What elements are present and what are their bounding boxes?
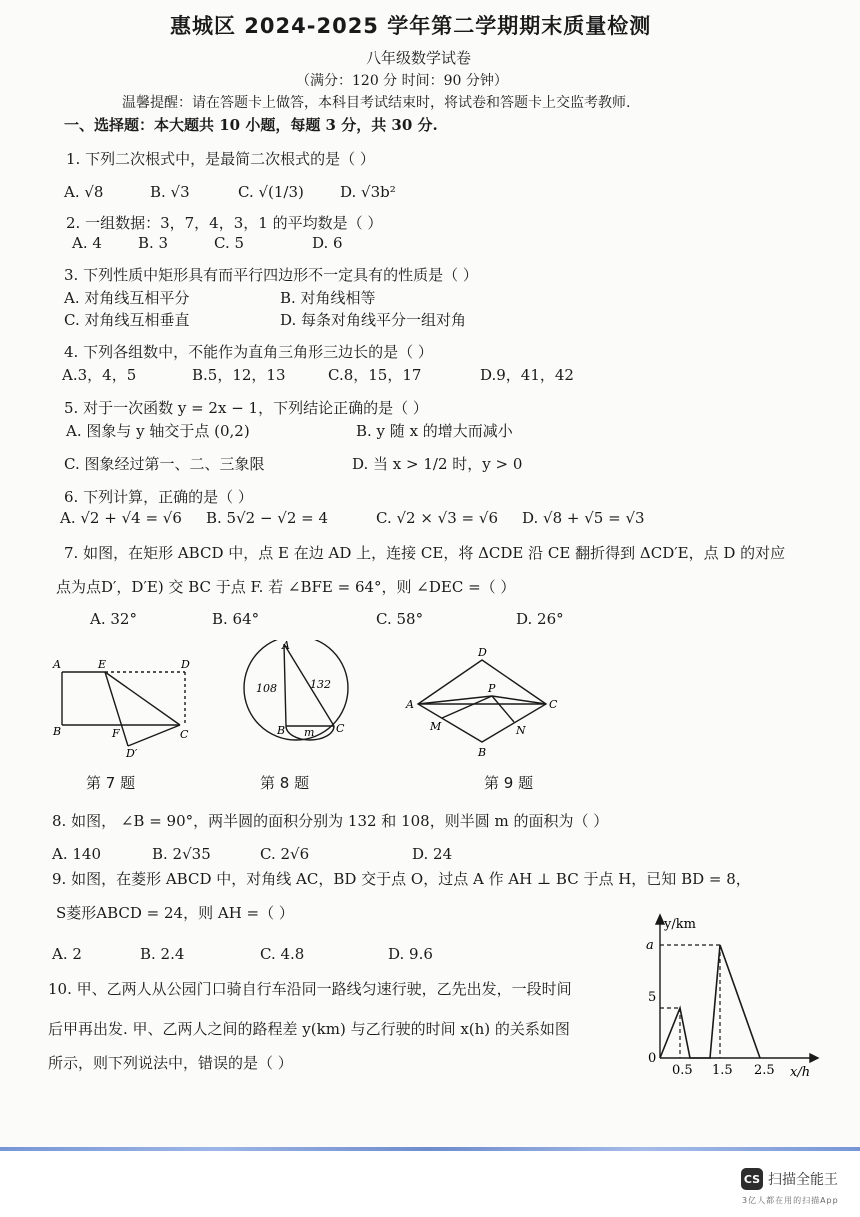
question-3-stem: 3. 下列性质中矩形具有而平行四边形不一定具有的性质是（ ） [64, 266, 478, 284]
fig7-label-c: C [180, 728, 189, 741]
q7-option-d: D. 26° [516, 610, 564, 628]
question-1-stem: 1. 下列二次根式中，是最简二次根式的是（ ） [66, 150, 375, 168]
q7-option-c: C. 58° [376, 610, 424, 628]
q9-option-c: C. 4.8 [260, 945, 305, 963]
question-9-stem-line2: S菱形ABCD = 24，则 AH =（ ） [56, 904, 294, 922]
q4-option-d: D.9，41，42 [480, 366, 574, 384]
graph-y-label: y/km [664, 917, 696, 932]
graph-y-tick-a: a [646, 938, 654, 953]
q6-option-c: C. √2 × √3 = √6 [376, 509, 498, 527]
figure-8-semicircles [236, 640, 376, 752]
q6-option-d: D. √8 + √5 = √3 [522, 509, 645, 527]
camscanner-brand-name: 扫描全能王 [768, 1172, 838, 1188]
fig7-label-b: B [53, 725, 62, 738]
graph-y-tick-5: 5 [648, 990, 657, 1005]
fig9-label-p: P [488, 682, 496, 695]
q1-option-a: A. √8 [64, 183, 104, 201]
scan-edge-line [0, 1147, 860, 1151]
question-10-line1: 10. 甲、乙两人从公园门口骑自行车沿同一路线匀速行驶，乙先出发，一段时间 [48, 980, 572, 998]
q9-option-d: D. 9.6 [388, 945, 433, 963]
q2-option-a: A. 4 [72, 234, 102, 252]
q2-option-b: B. 3 [138, 234, 169, 252]
question-9-stem-line1: 9. 如图，在菱形 ABCD 中，对角线 AC，BD 交于点 O，过点 A 作 AH ⊥ BC 于点 H，已知 BD = 8， [52, 870, 751, 888]
fig8-label-108: 108 [256, 682, 277, 695]
distance-time-graph [640, 912, 820, 1082]
fig9-label-m: M [430, 720, 442, 733]
section-heading: 一、选择题：本大题共 10 小题，每题 3 分，共 30 分. [64, 116, 438, 134]
q2-option-d: D. 6 [312, 234, 343, 252]
figure-9-rhombus [400, 644, 570, 762]
q5-option-a: A. 图象与 y 轴交于点 (0,2) [66, 422, 250, 440]
q5-option-b: B. y 随 x 的增大而减小 [356, 422, 513, 440]
graph-x-tick-0-5: 0.5 [672, 1063, 693, 1078]
figure-7-caption: 第 7 题 [86, 774, 136, 792]
fig9-label-c: C [549, 698, 558, 711]
question-5-stem: 5. 对于一次函数 y = 2x − 1，下列结论正确的是（ ） [64, 399, 428, 417]
q1-option-d: D. √3b² [340, 183, 396, 201]
q4-option-a: A.3，4，5 [62, 366, 137, 384]
q5-option-c: C. 图象经过第一、二、三象限 [64, 455, 265, 473]
q3-option-a: A. 对角线互相平分 [64, 289, 190, 307]
fig9-label-n: N [516, 724, 526, 737]
figure-7-rectangle-fold [50, 650, 210, 760]
exam-meta: （满分：120 分 时间：90 分钟） [296, 73, 508, 89]
fig8-label-m: m [304, 726, 315, 739]
q7-option-a: A. 32° [90, 610, 137, 628]
q1-option-c: C. √(1/3) [238, 183, 304, 201]
q9-option-b: B. 2.4 [140, 945, 185, 963]
q3-option-b: B. 对角线相等 [280, 289, 376, 307]
q8-option-b: B. 2√35 [152, 845, 211, 863]
figure-8-caption: 第 8 题 [260, 774, 310, 792]
fig7-label-d-prime: D′ [126, 747, 138, 760]
fig7-label-e: E [98, 658, 107, 671]
fig8-label-c: C [336, 722, 345, 735]
question-7-stem-line2: 点为点D′，D′E) 交 BC 于点 F. 若 ∠BFE = 64°，则 ∠DEC =（ ） [56, 578, 516, 596]
q6-option-a: A. √2 + √4 = √6 [60, 509, 182, 527]
graph-x-tick-1-5: 1.5 [712, 1063, 733, 1078]
question-10-line2: 后甲再出发. 甲、乙两人之间的路程差 y(km) 与乙行驶的时间 x(h) 的关系如图 [48, 1020, 570, 1038]
question-4-stem: 4. 下列各组数中，不能作为直角三角形三边长的是（ ） [64, 343, 433, 361]
fig7-label-a: A [53, 658, 61, 671]
graph-x-tick-2-5: 2.5 [754, 1063, 775, 1078]
question-2-stem: 2. 一组数据：3，7，4，3，1 的平均数是（ ） [66, 214, 383, 232]
question-10-line3: 所示，则下列说法中，错误的是（ ） [48, 1054, 293, 1072]
q4-option-b: B.5，12，13 [192, 366, 286, 384]
q4-option-c: C.8，15，17 [328, 366, 422, 384]
q2-option-c: C. 5 [214, 234, 245, 252]
q1-option-b: B. √3 [150, 183, 190, 201]
figure-9-caption: 第 9 题 [484, 774, 534, 792]
exam-tip: 温馨提醒：请在答题卡上做答，本科目考试结束时，将试卷和答题卡上交监考教师. [122, 95, 631, 111]
graph-y-tick-0: 0 [648, 1051, 657, 1066]
graph-series-line [660, 945, 760, 1058]
q3-option-c: C. 对角线互相垂直 [64, 311, 190, 329]
q7-option-b: B. 64° [212, 610, 260, 628]
page-subtitle: 八年级数学试卷 [366, 49, 472, 67]
fig7-label-d: D [181, 658, 190, 671]
page-title: 惠城区 2024-2025 学年第二学期期末质量检测 [170, 14, 652, 38]
camscanner-tagline: 3亿人都在用的扫描App [742, 1196, 839, 1205]
fig8-label-132: 132 [310, 678, 331, 691]
fig7-label-f: F [112, 727, 120, 740]
camscanner-logo-icon: CS [741, 1168, 763, 1190]
question-7-stem-line1: 7. 如图，在矩形 ABCD 中，点 E 在边 AD 上，连接 CE，将 ΔCDE 沿 CE 翻折得到 ΔCD′E，点 D 的对应 [64, 544, 786, 562]
fig8-label-a: A [282, 640, 290, 652]
q6-option-b: B. 5√2 − √2 = 4 [206, 509, 329, 527]
q3-option-d: D. 每条对角线平分一组对角 [280, 311, 467, 329]
fig9-label-b: B [478, 746, 487, 759]
q8-option-c: C. 2√6 [260, 845, 310, 863]
question-6-stem: 6. 下列计算，正确的是（ ） [64, 488, 253, 506]
graph-x-label: x/h [790, 1065, 811, 1080]
q8-option-d: D. 24 [412, 845, 453, 863]
fig8-label-b: B [277, 724, 286, 737]
question-8-stem: 8. 如图， ∠B = 90°，两半圆的面积分别为 132 和 108，则半圆 m 的面积为（ ） [52, 812, 609, 830]
q9-option-a: A. 2 [52, 945, 82, 963]
fig9-label-d: D [478, 646, 487, 659]
q8-option-a: A. 140 [52, 845, 101, 863]
q5-option-d: D. 当 x > 1/2 时，y > 0 [352, 455, 523, 473]
fig9-label-a: A [406, 698, 414, 711]
